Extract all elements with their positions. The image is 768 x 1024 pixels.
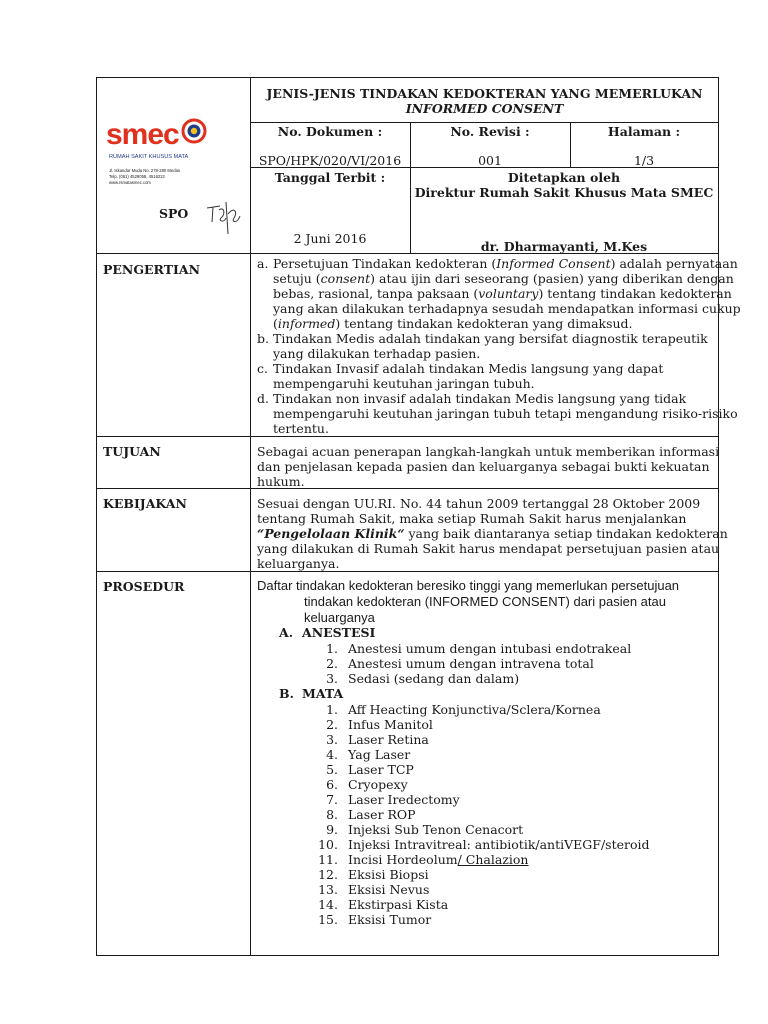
mata-item-number: 4. xyxy=(326,747,338,762)
pengertian-a-text3: bebas, rasional, tanpa paksaan ( xyxy=(273,286,479,301)
mata-item-label: Infus Manitol xyxy=(348,717,433,732)
mata-item-extra: / Chalazion xyxy=(457,852,529,867)
kebijakan-line3 xyxy=(257,526,728,541)
page-label: Halaman : xyxy=(607,124,681,139)
doc-number-value: SPO/HPK/020/VI/2016 xyxy=(258,153,402,168)
pengertian-a-text2b: ) atau ijin dari seseorang (pasien) yang diberikan dengan xyxy=(370,271,734,286)
pengertian-a-text5: ( xyxy=(273,316,278,331)
prosedur-intro-line1: Daftar tindakan kedokteran beresiko tinggi yang memerlukan persetujuan xyxy=(257,578,680,593)
pengertian-c-line2: mempengaruhi keutuhan jaringan tubuh. xyxy=(273,376,535,391)
mata-item-number: 8. xyxy=(326,807,338,822)
table-top-border xyxy=(96,77,719,78)
document-title-line1: JENIS-JENIS TINDAKAN KEDOKTERAN YANG MEMERLUKAN xyxy=(266,86,703,101)
set-by-label: Ditetapkan oleh xyxy=(507,170,621,185)
mata-item-label: Aff Heacting Konjunctiva/Sclera/Kornea xyxy=(348,702,601,717)
pengertian-a-line1 xyxy=(273,256,738,271)
prosedur-intro-line3: keluarganya xyxy=(304,610,375,625)
pengertian-a-italic5: informed xyxy=(277,316,336,331)
mata-item-label: Laser ROP xyxy=(348,807,416,822)
director-title: Direktur Rumah Sakit Khusus Mata SMEC xyxy=(414,185,714,200)
pengertian-a-text3b: ) tentang tindakan kedokteran xyxy=(538,286,732,301)
tujuan-bottom-border xyxy=(96,488,719,489)
tujuan-line2: dan penjelasan kepada pasien dan keluarganya sebagai bukti kekuatan xyxy=(257,459,710,474)
mata-item-text xyxy=(348,882,429,897)
pengertian-b-line1: Tindakan Medis adalah tindakan yang bersifat diagnostik terapeutik xyxy=(273,331,708,346)
mata-item-number: 7. xyxy=(326,792,338,807)
mata-item-label: Injeksi Sub Tenon Cenacort xyxy=(348,822,524,837)
kebijakan-line3-text: yang baik diantaranya setiap tindakan kedokteran xyxy=(404,526,728,541)
kebijakan-bottom-border xyxy=(96,571,719,572)
tujuan-line1: Sebagai acuan penerapan langkah-langkah untuk memberikan informasi xyxy=(257,444,720,459)
issue-date-value: 2 Juni 2016 xyxy=(293,231,367,246)
pengertian-bottom-border xyxy=(96,436,719,437)
pengertian-c-line1: Tindakan Invasif adalah tindakan Medis langsung yang dapat xyxy=(273,361,664,376)
pengertian-a-line2 xyxy=(273,271,734,286)
table-right-border xyxy=(718,77,719,956)
pengertian-marker-a: a. xyxy=(257,256,269,271)
anestesi-item-label: Anestesi umum dengan intravena total xyxy=(348,656,594,671)
header-title-divider xyxy=(250,122,719,123)
revision-value: 001 xyxy=(478,153,502,168)
logo-address: Jl. Iskandar Muda No. 278-280 Medan xyxy=(109,168,181,173)
kebijakan-line2: tentang Rumah Sakit, maka setiap Rumah Sakit harus menjalankan xyxy=(257,511,687,526)
mata-item-number: 6. xyxy=(326,777,338,792)
pengertian-a-text5b: ) tentang tindakan kedokteran yang dimaksud. xyxy=(335,316,633,331)
mata-item-text xyxy=(348,867,429,882)
section-label-prosedur: PROSEDUR xyxy=(103,579,185,594)
prosedur-intro-line2: tindakan kedokteran (INFORMED CONSENT) dari pasien atau xyxy=(304,594,666,609)
anestesi-item-text xyxy=(348,656,594,671)
mata-item-label: Injeksi Intravitreal: antibiotik/antiVEGF/steroid xyxy=(348,837,650,852)
mata-item-number: 13. xyxy=(318,882,338,897)
mata-item-number: 12. xyxy=(318,867,338,882)
signature-mark xyxy=(204,194,244,236)
pengertian-a-italic3: voluntary xyxy=(478,286,539,301)
mata-item-text xyxy=(348,912,431,927)
hospital-logo-brand: smec xyxy=(106,118,179,151)
pengertian-d-line2: mempengaruhi keutuhan jaringan tubuh tetapi mengandung risiko-risiko xyxy=(273,406,738,421)
mata-item-label: Eksisi Nevus xyxy=(348,882,430,897)
pengertian-a-line5 xyxy=(273,316,633,331)
mata-item-label: Laser Retina xyxy=(348,732,429,747)
mata-item-text xyxy=(348,702,601,717)
logo-hospital-name: RUMAH SAKIT KHUSUS MATA xyxy=(109,154,189,160)
anestesi-item-label: Sedasi (sedang dan dalam) xyxy=(348,671,520,686)
mata-item-number: 11. xyxy=(318,852,338,867)
spo-label: SPO xyxy=(159,206,189,221)
pengertian-a-text1b: ) adalah pernyataan xyxy=(610,256,738,271)
logo-phone: Telp. (061) 4529058, 4516222 xyxy=(109,174,165,179)
doc-number-label: No. Dokumen : xyxy=(277,124,383,139)
mata-item-text xyxy=(348,792,460,807)
mata-item-text xyxy=(348,747,410,762)
kebijakan-line4: yang dilakukan di Rumah Sakit harus mendapat persetujuan pasien atau xyxy=(257,541,720,556)
section-label-tujuan: TUJUAN xyxy=(103,444,161,459)
table-left-border xyxy=(96,77,97,956)
anestesi-item-number: 2. xyxy=(326,656,338,671)
anestesi-item-number: 3. xyxy=(326,671,338,686)
mata-item-text xyxy=(348,852,528,867)
anestesi-item-text xyxy=(348,641,631,656)
logo-website: www.rsmatasmec.com xyxy=(109,180,151,185)
mata-item-number: 2. xyxy=(326,717,338,732)
kebijakan-bold-term: “Pengelolaan Klinik“ xyxy=(257,526,405,541)
mata-item-number: 3. xyxy=(326,732,338,747)
pengertian-a-line3 xyxy=(273,286,732,301)
revision-label: No. Revisi : xyxy=(450,124,530,139)
pengertian-a-line4: yang akan dilakukan terhadapnya sesudah mendapatkan informasi cukup xyxy=(273,301,741,316)
pengertian-d-line1: Tindakan non invasif adalah tindakan Medis langsung yang tidak xyxy=(273,391,687,406)
issue-date-label: Tanggal Terbit : xyxy=(274,170,386,185)
mata-item-number: 14. xyxy=(318,897,338,912)
group-a-title: ANESTESI xyxy=(302,625,376,640)
group-a-marker: A. xyxy=(279,625,294,640)
mata-item-number: 10. xyxy=(318,837,338,852)
pengertian-marker-c: c. xyxy=(257,361,268,376)
pengertian-d-line3: tertentu. xyxy=(273,421,329,436)
section-label-pengertian: PENGERTIAN xyxy=(103,262,200,277)
mata-item-text xyxy=(348,777,408,792)
mata-item-text xyxy=(348,732,429,747)
document-title-line2: INFORMED CONSENT xyxy=(405,101,564,116)
pengertian-a-text2: setuju ( xyxy=(273,271,321,286)
pengertian-a-text1: Persetujuan Tindakan kedokteran ( xyxy=(273,256,497,271)
pengertian-marker-d: d. xyxy=(257,391,269,406)
mata-item-number: 15. xyxy=(318,912,338,927)
mata-item-label: Ekstirpasi Kista xyxy=(348,897,449,912)
logo-ring-icon xyxy=(180,117,208,145)
anestesi-item-label: Anestesi umum dengan intubasi endotrakeal xyxy=(348,641,632,656)
group-b-marker: B. xyxy=(279,686,294,701)
mata-item-number: 9. xyxy=(326,822,338,837)
pengertian-b-line2: yang dilakukan terhadap pasien. xyxy=(273,346,481,361)
mata-item-label: Eksisi Tumor xyxy=(348,912,432,927)
mata-item-text xyxy=(348,717,433,732)
mata-item-label: Cryopexy xyxy=(348,777,408,792)
mata-item-text xyxy=(348,897,448,912)
mata-item-text xyxy=(348,762,414,777)
mata-item-text xyxy=(348,822,523,837)
tujuan-line3: hukum. xyxy=(257,474,305,489)
mata-item-number: 1. xyxy=(326,702,338,717)
mata-item-label: Yag Laser xyxy=(348,747,411,762)
table-bottom-border xyxy=(96,955,719,956)
anestesi-item-number: 1. xyxy=(326,641,338,656)
kebijakan-line1: Sesuai dengan UU.RI. No. 44 tahun 2009 tertanggal 28 Oktober 2009 xyxy=(257,496,701,511)
mata-item-text xyxy=(348,807,416,822)
pengertian-a-italic1: Informed Consent xyxy=(496,256,611,271)
mata-item-text xyxy=(348,837,650,852)
kebijakan-line5: keluarganya. xyxy=(257,556,340,571)
mata-item-number: 5. xyxy=(326,762,338,777)
mata-item-label: Eksisi Biopsi xyxy=(348,867,429,882)
group-b-title: MATA xyxy=(302,686,344,701)
mata-item-label: Laser TCP xyxy=(348,762,414,777)
mata-item-label: Laser Iredectomy xyxy=(348,792,460,807)
pengertian-marker-b: b. xyxy=(257,331,269,346)
signer-name: dr. Dharmayanti, M.Kes xyxy=(480,239,648,254)
section-label-kebijakan: KEBIJAKAN xyxy=(103,496,187,511)
pengertian-a-italic2: consent xyxy=(320,271,371,286)
page-value: 1/3 xyxy=(633,153,655,168)
table-mid-divider xyxy=(250,77,251,956)
anestesi-item-text xyxy=(348,671,519,686)
mata-item-label: Incisi Hordeolum xyxy=(348,852,458,867)
